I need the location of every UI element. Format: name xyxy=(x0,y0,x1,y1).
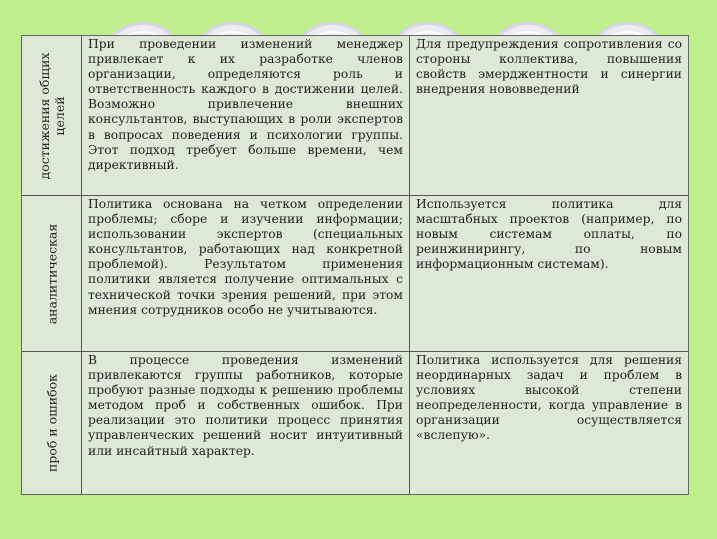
row-label-cell xyxy=(22,36,82,196)
row-label-cell xyxy=(22,352,82,494)
method-cell: При проведении изменений менеджер привлекает к их разработке членов организации, определяются роль и ответственность каждого в достижении целей. Возможно привлечение внешних консультантов, выступающих в роли экспертов в вопросах поведения и психологии группы. Этот подход требует больше времени, чем директивный. xyxy=(82,36,410,196)
method-cell: Политика основана на четком определении проблемы; сборе и изучении информации; использовании экспертов (специальных консультантов, работающих над конкретной проблемой). Результатом применения политики является получение оптимальных с технической точки зрения решений, при этом мнения сотрудников особо не учитываются. xyxy=(82,196,410,352)
policy-table xyxy=(21,35,689,495)
usage-cell: Для предупреждения сопротивления со стороны коллектива, повышения свойств эмерджентности и синергии внедрения нововведений xyxy=(410,36,688,196)
row-label: достижения общих целей xyxy=(36,52,67,179)
row-label-cell xyxy=(22,196,82,352)
row-label: аналитическая xyxy=(44,223,59,324)
method-cell: В процессе проведения изменений привлекаются группы работников, которые пробуют разные подходы к решению проблемы методом проб и собственных ошибок. При реализации это политики процесс принятия управленческих решений носит интуитивный или инсайтный характер. xyxy=(82,352,410,494)
usage-cell: Политика используется для решения неординарных задач и проблем в условиях высокой степени неопределенности, когда управление в организации осуществляется «вслепую». xyxy=(416,353,682,443)
row-label: проб и ошибок xyxy=(44,374,59,473)
usage-cell: Используется политика для масштабных проектов (например, по новым системам оплаты, по реинжинирингу, по новым информационным системам). xyxy=(410,196,688,352)
